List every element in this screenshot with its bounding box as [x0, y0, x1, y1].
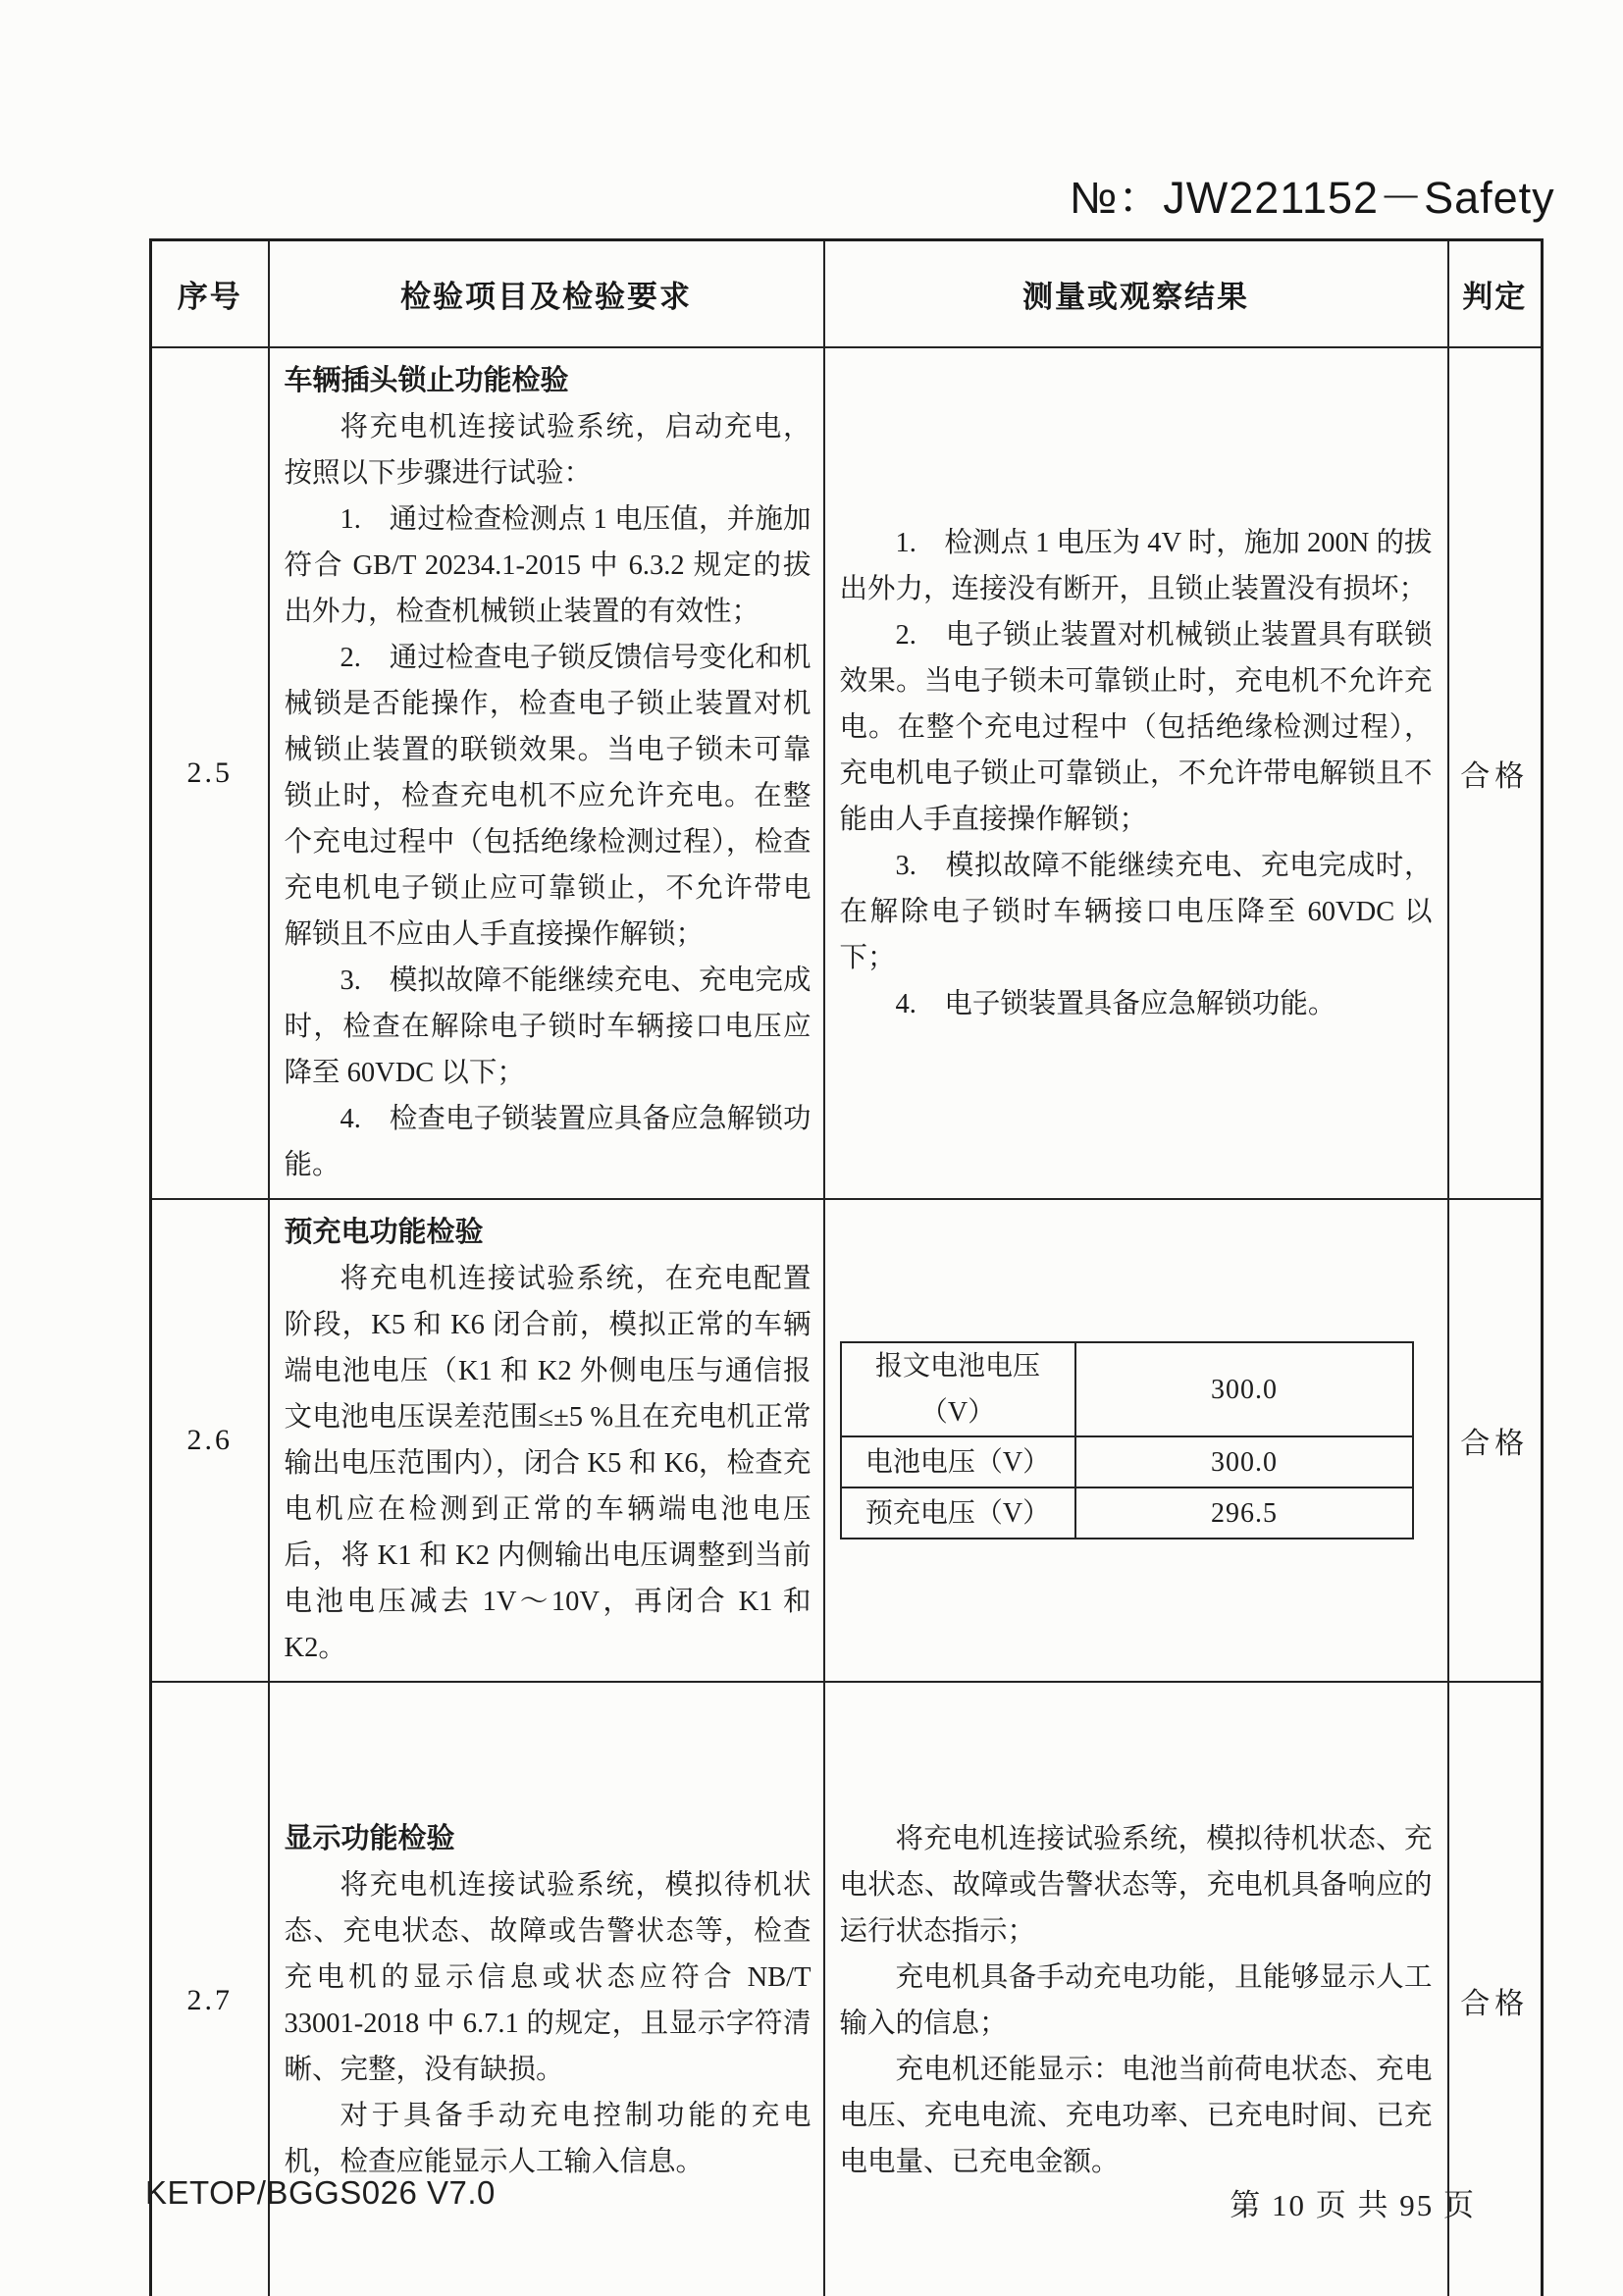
header-no: 序号 — [151, 240, 269, 348]
inner-label: 电池电压（V） — [841, 1436, 1075, 1487]
inner-table-row — [841, 1487, 1414, 1539]
table-header-row — [151, 240, 1543, 348]
result-cell — [824, 347, 1448, 1199]
row-number: 2.7 — [151, 1682, 269, 2296]
requirement-cell — [269, 347, 824, 1199]
table-row — [151, 1199, 1543, 1682]
doc-number: №：JW221152－Safety — [1070, 173, 1555, 223]
inner-value: 296.5 — [1075, 1487, 1414, 1539]
result-paragraph: 充电机还能显示：电池当前荷电状态、充电电压、充电电流、充电功率、已充电时间、已充电电量、已充电金额。 — [839, 2054, 1433, 2177]
requirement-paragraph: 将充电机连接试验系统，模拟待机状态、充电状态、故障或告警状态等，检查充电机的显示信息或状态应符合 NB/T 33001-2018 中 6.7.1 的规定，且显示字符清晰、完整，没有缺损。 — [284, 1869, 812, 2085]
requirement-cell — [269, 1199, 824, 1682]
requirement-paragraph: 将充电机连接试验系统，启动充电，按照以下步骤进行试验： — [284, 412, 812, 489]
verdict-cell: 合格 — [1448, 1682, 1543, 2296]
inner-label: 报文电池电压（V） — [841, 1342, 1075, 1436]
requirement-paragraph: 3. 模拟故障不能继续充电、充电完成时，检查在解除电子锁时车辆接口电压应降至 60VDC 以下； — [284, 965, 812, 1088]
requirement-paragraph: 将充电机连接试验系统，在充电配置阶段，K5 和 K6 闭合前，模拟正常的车辆端电池电压（K1 和 K2 外侧电压与通信报文电池电压误差范围≤±5 %且在充电机正常输出电压范围内），闭合 K5 和 K6，检查充电机应在检测到正常的车辆端电池电压后，将 K1 和 K2 内侧输出电压调整到当前电池电压减去 1V～10V，再闭合 K1 和 K2。 — [284, 1264, 812, 1663]
result-paragraph: 3. 模拟故障不能继续充电、充电完成时，在解除电子锁时车辆接口电压降至 60VDC 以下； — [839, 850, 1433, 973]
row-number: 2.5 — [151, 347, 269, 1199]
inspection-table — [149, 238, 1544, 2296]
requirement-title: 显示功能检验 — [284, 1822, 455, 1854]
result-paragraph: 充电机具备手动充电功能，且能够显示人工输入的信息； — [839, 1961, 1433, 2039]
requirement-title: 预充电功能检验 — [284, 1217, 484, 1248]
requirement-paragraph: 2. 通过检查电子锁反馈信号变化和机械锁是否能操作，检查电子锁止装置对机械锁止装置的联锁效果。当电子锁未可靠锁止时，检查充电机不应允许充电。在整个充电过程中（包括绝缘检测过程），检查充电机电子锁止应可靠锁止，不允许带电解锁且不应由人手直接操作解锁； — [284, 643, 812, 950]
requirement-title: 车辆插头锁止功能检验 — [284, 365, 569, 396]
header-result: 测量或观察结果 — [824, 240, 1448, 348]
result-cell — [824, 1199, 1448, 1682]
inner-value: 300.0 — [1075, 1436, 1414, 1487]
verdict-cell: 合格 — [1448, 1199, 1543, 1682]
requirement-paragraph: 1. 通过检查检测点 1 电压值，并施加符合 GB/T 20234.1-2015 中 6.3.2 规定的拔出外力，检查机械锁止装置的有效性； — [284, 504, 812, 627]
inner-label: 预充电压（V） — [841, 1487, 1075, 1539]
result-paragraph: 2. 电子锁止装置对机械锁止装置具有联锁效果。当电子锁未可靠锁止时，充电机不允许充电。在整个充电过程中（包括绝缘检测过程），充电机电子锁止可靠锁止，不允许带电解锁且不能由人手直接操作解锁； — [839, 619, 1433, 835]
header-item: 检验项目及检验要求 — [269, 240, 824, 348]
row-number: 2.6 — [151, 1199, 269, 1682]
inner-value: 300.0 — [1075, 1342, 1414, 1436]
footer-form-code: KETOP/BGGS026 V7.0 — [145, 2174, 496, 2211]
result-paragraph: 将充电机连接试验系统，模拟待机状态、充电状态、故障或告警状态等，充电机具备响应的运行状态指示； — [839, 1823, 1433, 1947]
requirement-paragraph: 对于具备手动充电控制功能的充电机，检查应能显示人工输入信息。 — [284, 2100, 812, 2177]
result-paragraph: 1. 检测点 1 电压为 4V 时，施加 200N 的拔出外力，连接没有断开，且锁止装置没有损坏； — [839, 527, 1433, 604]
result-paragraph: 4. 电子锁装置具备应急解锁功能。 — [895, 988, 1336, 1019]
footer-page-number: 第 10 页 共 95 页 — [1230, 2188, 1476, 2222]
inner-table-row — [841, 1436, 1414, 1487]
verdict-cell: 合格 — [1448, 347, 1543, 1199]
precharge-result-table — [840, 1341, 1415, 1539]
requirement-paragraph: 4. 检查电子锁装置应具备应急解锁功能。 — [284, 1104, 812, 1180]
table-row — [151, 347, 1543, 1199]
inner-table-row — [841, 1342, 1414, 1436]
header-verdict: 判定 — [1448, 240, 1543, 348]
